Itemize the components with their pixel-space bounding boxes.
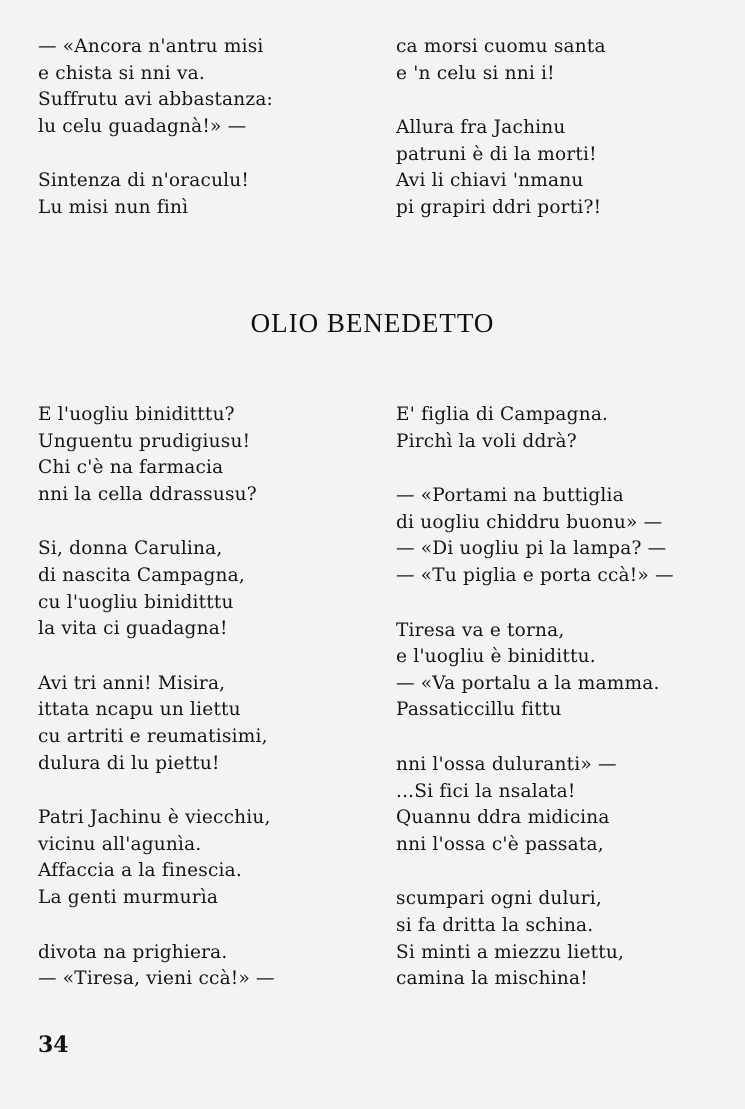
- stanza: [38, 34, 378, 140]
- verse-line: — «Ancora n'antru misi: [38, 36, 264, 57]
- poem-title: OLIO BENEDETTO: [250, 308, 495, 338]
- verse-line: — «Portami na buttiglia: [396, 485, 624, 507]
- verse-line: — «Tiresa, vieni ccà!» —: [38, 968, 275, 990]
- page-number: 34: [38, 1032, 69, 1058]
- verse-line: si fa dritta la schina.: [396, 914, 594, 936]
- verse-line: cu artriti e reumatisimi,: [38, 725, 268, 747]
- verse-line: Suffrutu avi abbastanza:: [38, 89, 273, 111]
- verse-line: pi grapiri ddri porti?!: [396, 196, 602, 218]
- verse-line: ca morsi cuomu santa: [396, 36, 606, 57]
- verse-line: Affaccia a la finescia.: [38, 860, 242, 882]
- verse-line: nni l'ossa c'è passata,: [396, 833, 604, 855]
- verse-line: — «Tu piglia e porta ccà!» —: [396, 564, 674, 586]
- verse-line: la vita ci guadagna!: [38, 618, 228, 640]
- verse-line: nni l'ossa duluranti» —: [396, 753, 617, 775]
- stanza: [396, 34, 736, 87]
- stanza: [396, 618, 736, 724]
- stanza: [396, 483, 736, 589]
- verse-line: lu celu guadagnà!» —: [38, 115, 247, 137]
- verse-line: ittata ncapu un liettu: [38, 699, 241, 721]
- verse-line: scumpari ogni duluri,: [396, 888, 602, 910]
- verse-line: e chista si nni va.: [38, 62, 205, 84]
- verse-line: cu l'uogliu biniditttu: [38, 591, 234, 613]
- verse-line: Si, donna Carulina,: [38, 538, 223, 560]
- verse-line: E l'uogliu biniditttu?: [38, 404, 235, 425]
- verse-line: Quannu ddra midicina: [396, 807, 610, 829]
- verse-line: dulura di lu piettu!: [38, 752, 220, 774]
- verse-line: patruni è di la morti!: [396, 143, 597, 165]
- verse-line: Tiresa va e torna,: [396, 619, 565, 641]
- stanza: [38, 940, 378, 993]
- verse-line: — «Di uogliu pi la lampa? —: [396, 538, 667, 560]
- stanza: [396, 752, 736, 858]
- verse-line: Lu misi nun finì: [38, 196, 189, 218]
- bottom-left-column: [38, 402, 378, 1021]
- top-right-column: [396, 34, 736, 250]
- stanza: [38, 536, 378, 642]
- stanza: [38, 671, 378, 777]
- verse-line: La genti murmurìa: [38, 886, 219, 908]
- verse-line: Allura fra Jachinu: [396, 117, 566, 139]
- verse-line: Sintenza di n'oraculu!: [38, 170, 250, 192]
- verse-line: ...Si fici la nsalata!: [396, 780, 576, 802]
- stanza: [396, 402, 736, 455]
- stanza: [38, 805, 378, 911]
- verse-line: Patri Jachinu è viecchiu,: [38, 807, 271, 829]
- top-left-column: [38, 34, 378, 250]
- bottom-right-column: [396, 402, 736, 1021]
- verse-line: camina la mischina!: [396, 968, 588, 990]
- verse-line: Si minti a miezzu liettu,: [396, 941, 625, 963]
- verse-line: e 'n celu si nni i!: [396, 62, 555, 84]
- verse-line: Passaticcillu fittu: [396, 699, 562, 721]
- stanza: [38, 402, 378, 508]
- verse-line: — «Va portalu a la mamma.: [396, 672, 660, 694]
- verse-line: Pirchì la voli ddrà?: [396, 430, 577, 452]
- verse-line: di uogliu chiddru buonu» —: [396, 511, 663, 533]
- verse-line: nni la cella ddrassusu?: [38, 483, 257, 505]
- verse-line: E' figlia di Campagna.: [396, 404, 609, 425]
- verse-line: vicinu all'agunìa.: [38, 833, 202, 855]
- stanza: [396, 886, 736, 992]
- verse-line: Avi tri anni! Misira,: [38, 672, 226, 694]
- verse-line: divota na prighiera.: [38, 941, 228, 963]
- verse-line: Avi li chiavi 'nmanu: [396, 170, 584, 192]
- stanza: [396, 115, 736, 221]
- verse-line: Unguentu prudigiusu!: [38, 430, 251, 452]
- stanza: [38, 168, 378, 221]
- verse-line: e l'uogliu è binidittu.: [396, 646, 596, 668]
- verse-line: di nascita Campagna,: [38, 564, 245, 586]
- verse-line: Chi c'è na farmacia: [38, 457, 224, 479]
